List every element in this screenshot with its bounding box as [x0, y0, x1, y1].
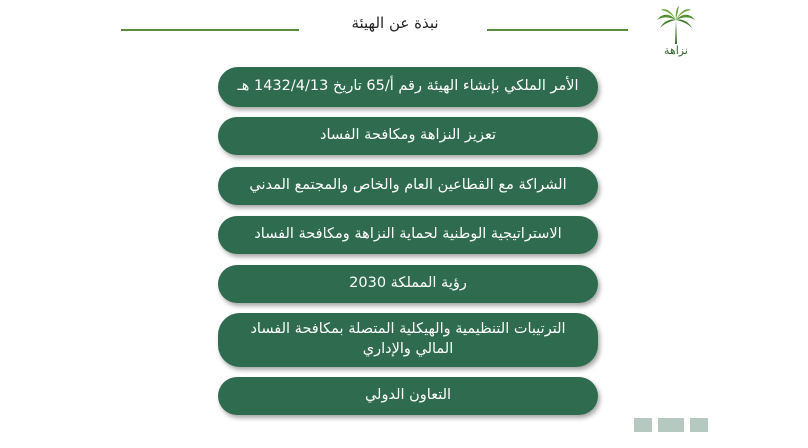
page-title: نبذة عن الهيئة	[351, 14, 439, 32]
item-international-cooperation[interactable]: التعاون الدولي	[218, 377, 598, 415]
item-royal-order[interactable]: الأمر الملكي بإنشاء الهيئة رقم أ/65 تاريخ 1432/4/13 هـ	[218, 67, 598, 107]
footer-square	[658, 418, 684, 432]
item-organizational-arrangements[interactable]: الترتيبات التنظيمية والهيكلية المتصلة بمكافحة الفساد المالي والإداري	[218, 313, 598, 367]
footer-square	[690, 418, 708, 432]
title-divider-right	[487, 29, 628, 31]
item-vision-2030[interactable]: رؤية المملكة 2030	[218, 265, 598, 303]
item-national-strategy[interactable]: الاستراتيجية الوطنية لحماية النزاهة ومكافحة الفساد	[218, 216, 598, 254]
item-partnership[interactable]: الشراكة مع القطاعين العام والخاص والمجتمع المدني	[218, 167, 598, 205]
logo-text: نزاهة	[664, 44, 688, 57]
item-integrity[interactable]: تعزيز النزاهة ومكافحة الفساد	[218, 117, 598, 155]
footer-square	[634, 418, 652, 432]
title-divider-left	[121, 29, 299, 31]
palm-tree-icon	[651, 6, 701, 46]
